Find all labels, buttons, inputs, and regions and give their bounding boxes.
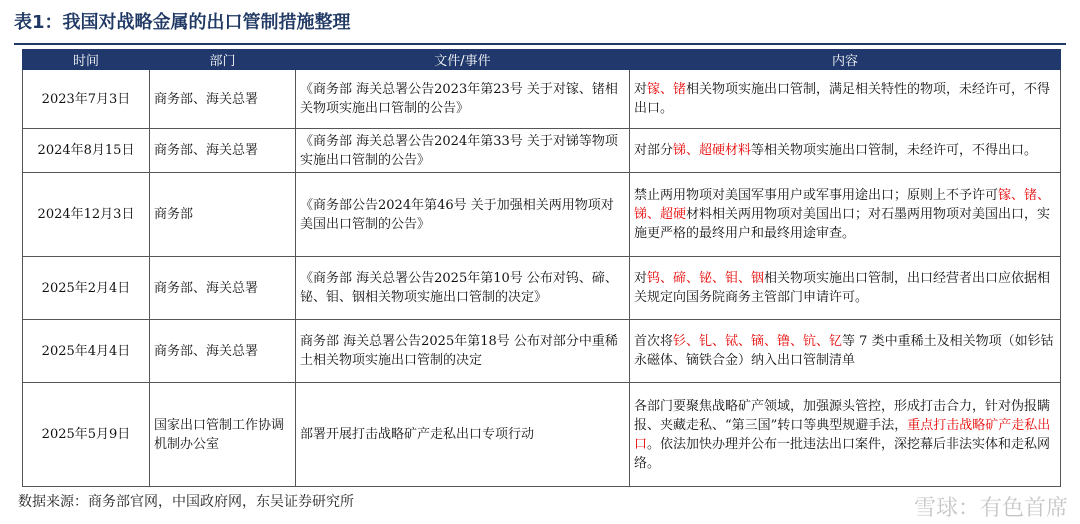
highlight-text: 钐、钆、铽、镝、镥、钪、钇 [673,334,843,349]
content-text: 。依法加快办理并公布一批违法出口案件，深挖幕后非法实体和走私网络。 [634,436,1051,471]
content-text: 禁止两用物项对美国军事用户或军事用途出口；原则上不予许可 [634,188,999,203]
cell-document: 《商务部 海关总署公告2023年第23号 关于对镓、锗相关物项实施出口管制的公告》 [296,70,630,129]
table-row [23,129,1061,173]
cell-content [630,129,1061,173]
title-divider [14,43,1066,45]
cell-department: 国家出口管制工作协调机制办公室 [150,383,296,487]
content-text: 首次将 [634,334,674,349]
cell-document: 部署开展打击战略矿产走私出口专项行动 [296,383,630,487]
table-row [23,320,1061,383]
cell-time: 2023年7月3日 [23,70,150,129]
table-row [23,257,1061,320]
content-text: 等 7 类中重稀土及相关物项（如钐钴永磁体、镝铁合金）纳入出口管制清单 [634,334,1054,368]
table-row [23,173,1061,257]
watermark: 雪球：有色首席 [913,496,1068,521]
content-text: 对 [634,271,648,286]
export-control-table [22,49,1061,487]
header-content: 内容 [630,50,1061,70]
content-text: 等相关物项实施出口管制，未经许可，不得出口。 [751,143,1038,158]
data-source-note: 数据来源：商务部官网，中国政府网，东吴证券研究所 [18,494,354,510]
cell-department: 商务部、海关总署 [150,257,296,320]
table-header-row [23,50,1061,70]
cell-department: 商务部、海关总署 [150,320,296,383]
cell-time: 2024年12月3日 [23,173,150,257]
cell-content [630,320,1061,383]
cell-content [630,257,1061,320]
cell-department: 商务部、海关总署 [150,70,296,129]
table-row [23,70,1061,129]
cell-document: 《商务部 海关总署公告2025年第10号 公布对钨、碲、铋、钼、铟相关物项实施出口管制的决定》 [296,257,630,320]
cell-time: 2025年2月4日 [23,257,150,320]
header-time: 时间 [23,50,150,70]
content-text: 对 [634,82,648,97]
highlight-text: 镓、锗、锑、超硬 [634,188,1051,222]
content-text: 相关物项实施出口管制，满足相关特性的物项，未经许可，不得出口。 [634,82,1051,116]
cell-department: 商务部 [150,173,296,257]
header-document: 文件/事件 [296,50,630,70]
cell-document: 《商务部 海关总署公告2024年第33号 关于对锑等物项实施出口管制的公告》 [296,129,630,173]
table-row [23,383,1061,487]
cell-content [630,173,1061,257]
cell-department: 商务部、海关总署 [150,129,296,173]
content-text: 相关物项实施出口管制，出口经营者出口应依据相关规定向国务院商务主管部门申请许可。 [634,271,1051,305]
table-body [23,70,1061,487]
cell-time: 2024年8月15日 [23,129,150,173]
cell-content [630,70,1061,129]
cell-document: 《商务部公告2024年第46号 关于加强相关两用物项对美国出口管制的公告》 [296,173,630,257]
highlight-text: 重点打击战略矿产走私出口 [634,417,1051,452]
header-department: 部门 [150,50,296,70]
page-title: 表1：我国对战略金属的出口管制措施整理 [14,12,351,33]
cell-document: 商务部 海关总署公告2025年第18号 公布对部分中重稀土相关物项实施出口管制的决定 [296,320,630,383]
content-text: 对部分 [634,143,674,158]
cell-content [630,383,1061,487]
highlight-text: 钨、碲、铋、钼、铟 [647,271,765,286]
content-text: 材料相关两用物项对美国出口；对石墨两用物项对美国出口，实施更严格的最终用户和最终用途审查。 [634,207,1051,241]
cell-time: 2025年5月9日 [23,383,150,487]
cell-time: 2025年4月4日 [23,320,150,383]
highlight-text: 锑、超硬材料 [673,143,752,158]
highlight-text: 镓、锗 [647,82,687,97]
content-text: 各部门要聚焦战略矿产领域，加强源头管控，形成打击合力，针对伪报瞒报、夹藏走私、“第三国”转口等典型规避手法， [634,398,1051,433]
